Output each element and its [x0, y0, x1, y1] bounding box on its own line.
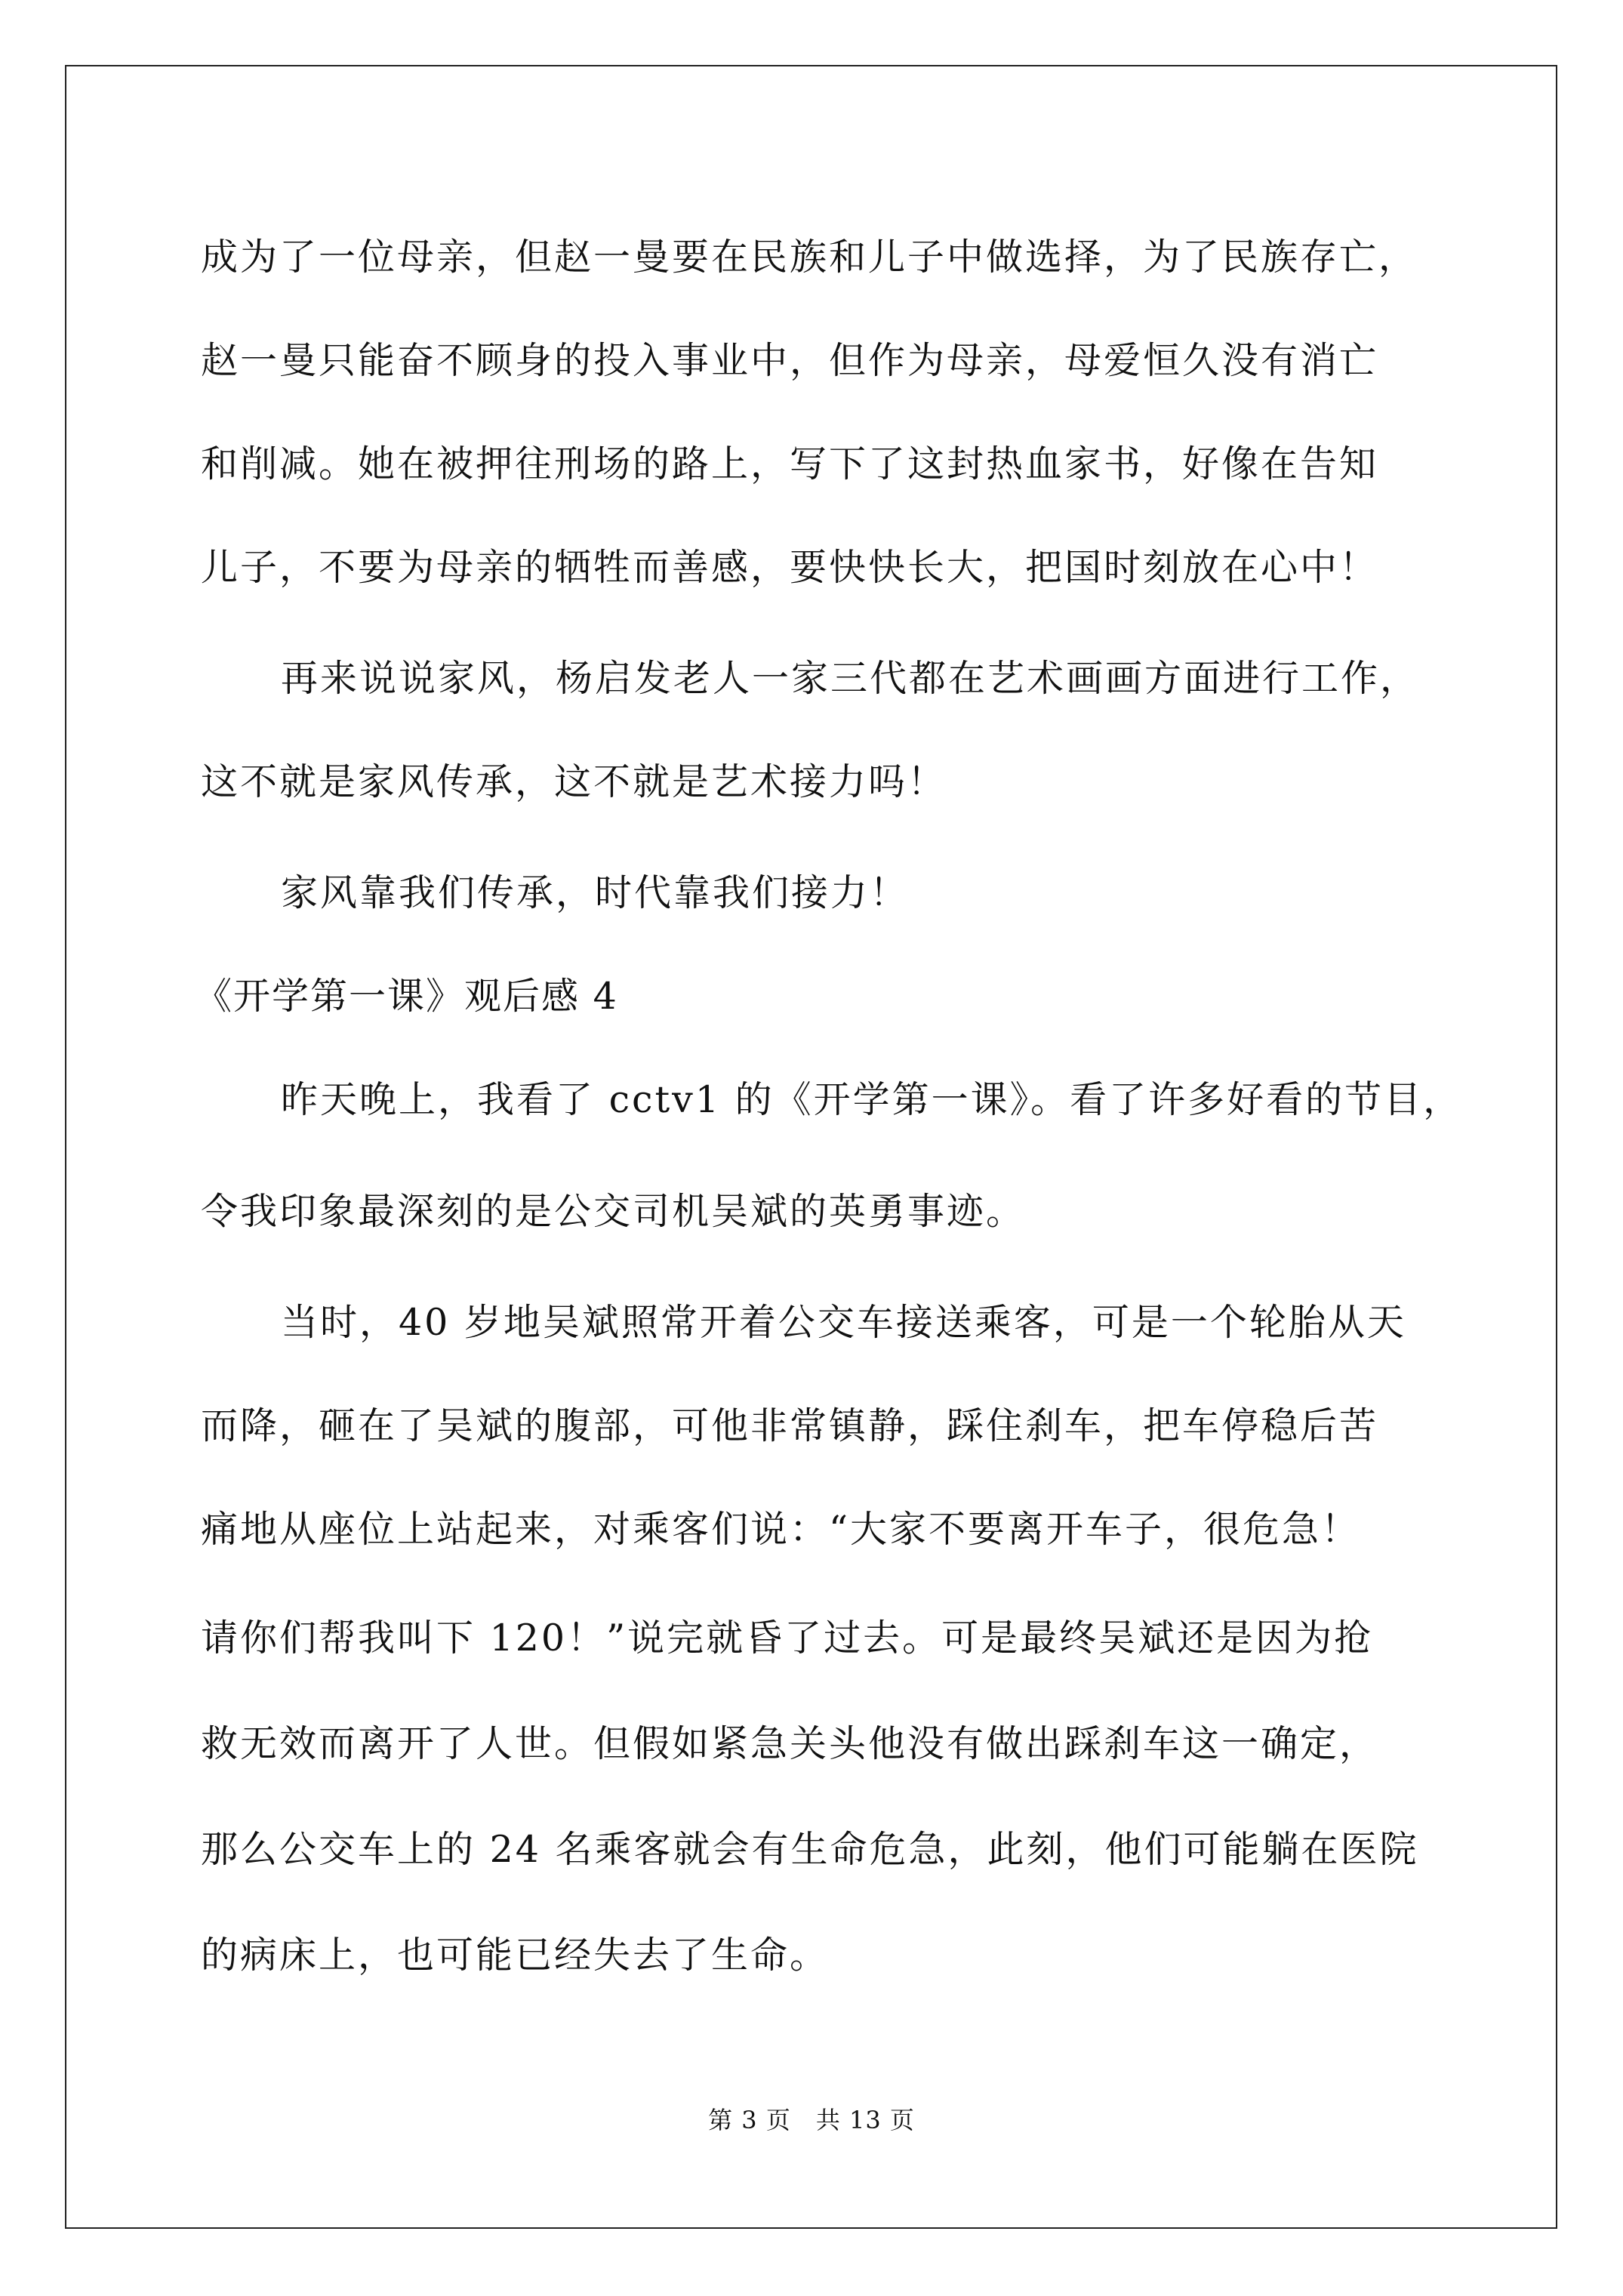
body-line: 儿子，不要为母亲的牺牲而善感，要快快长大，把国时刻放在心中！ [201, 546, 1379, 589]
body-line: 那么公交车上的 24 名乘客就会有生命危急，此刻，他们可能躺在医院 [201, 1828, 1419, 1871]
body-line: 成为了一位母亲，但赵一曼要在民族和儿子中做选择，为了民族存亡， [201, 236, 1418, 279]
body-line: 令我印象最深刻的是公交司机吴斌的英勇事迹。 [201, 1190, 1026, 1233]
body-line: 而降，砸在了吴斌的腹部，可他非常镇静，踩住刹车，把车停稳后苦 [201, 1404, 1379, 1447]
body-line: 痛地从座位上站起来，对乘客们说：“大家不要离开车子，很危急！ [201, 1508, 1361, 1551]
body-line: 救无效而离开了人世。但假如紧急关头他没有做出踩刹车这一确定， [201, 1722, 1379, 1765]
section-heading: 《开学第一课》观后感 4 [195, 975, 618, 1018]
paragraph-first-line: 昨天晚上，我看了 cctv1 的《开学第一课》。看了许多好看的节目， [281, 1078, 1463, 1121]
body-line: 请你们帮我叫下 120！”说完就昏了过去。可是最终吴斌还是因为抢 [201, 1616, 1374, 1660]
paragraph-first-line: 家风靠我们传承，时代靠我们接力！ [281, 871, 910, 914]
paragraph-first-line: 当时，40 岁地吴斌照常开着公交车接送乘客，可是一个轮胎从天 [281, 1301, 1406, 1344]
paragraph-first-line: 再来说说家风，杨启发老人一家三代都在艺术画画方面进行工作， [281, 657, 1420, 700]
body-line: 的病床上，也可能已经失去了生命。 [201, 1934, 830, 1977]
body-line: 赵一曼只能奋不顾身的投入事业中，但作为母亲，母爱恒久没有消亡 [201, 339, 1379, 382]
page-number-footer: 第 3 页 共 13 页 [708, 2106, 915, 2134]
body-line: 这不就是家风传承，这不就是艺术接力吗！ [201, 760, 947, 803]
body-line: 和削减。她在被押往刑场的路上，写下了这封热血家书，好像在告知 [201, 442, 1379, 485]
page-border [65, 65, 1557, 2229]
